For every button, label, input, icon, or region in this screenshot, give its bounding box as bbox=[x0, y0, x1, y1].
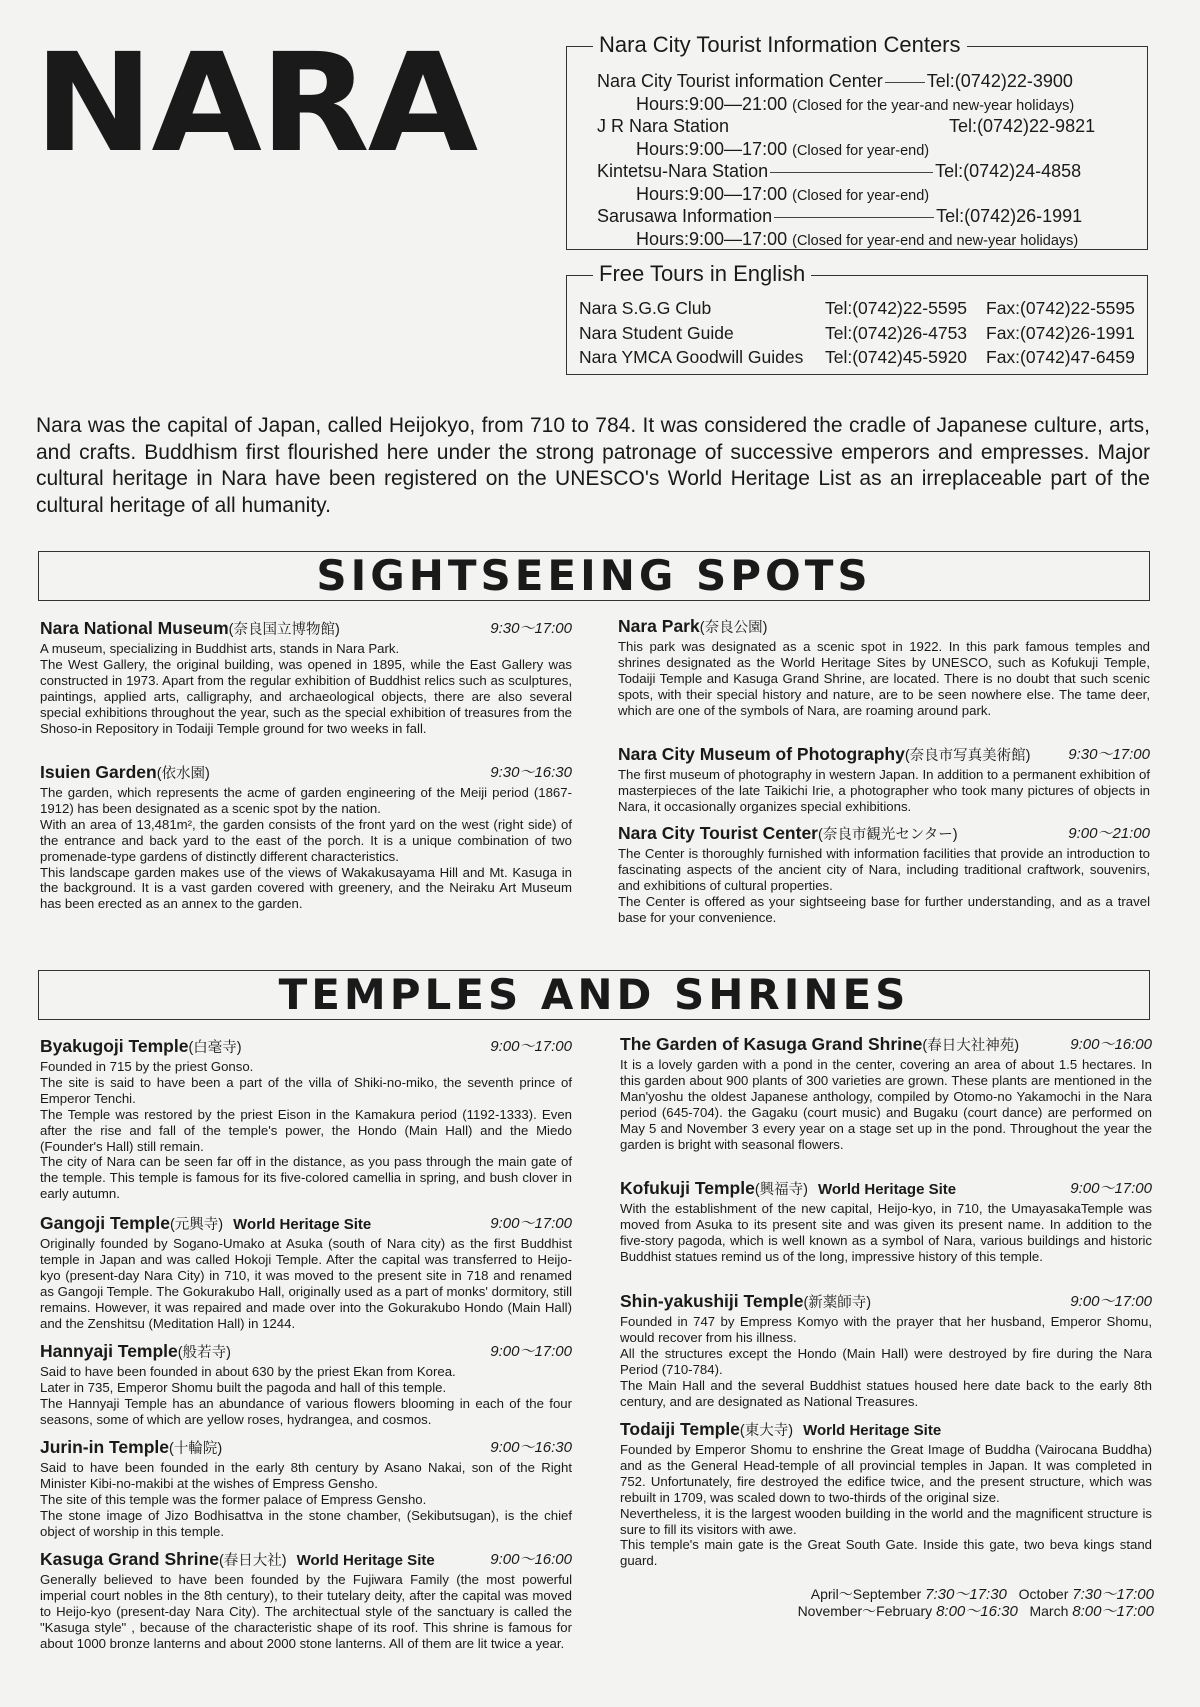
text-temples-left-4-time: 9:00〜16:00 bbox=[490, 1551, 572, 1568]
text-temples-left-4-jp: (春日大社) bbox=[218, 1553, 287, 1569]
center-hours bbox=[636, 228, 1078, 252]
text-free_tours-rows-2-tel: Tel:(0742)45-5920 bbox=[825, 347, 968, 367]
text-temples-right-2-body-2: The Main Hall and the several Buddhist statues housed here date back to the early 8th century, and are designated as National Treasures. bbox=[620, 1377, 1152, 1409]
text-temples-left-2-name: Hannyaji Temple bbox=[40, 1341, 178, 1361]
text-temples-left-2-time: 9:00〜17:00 bbox=[490, 1343, 572, 1360]
free-tours-heading: Free Tours in English bbox=[593, 261, 811, 287]
text-temples-todaiji_schedule-row2_label_b: March bbox=[1029, 1603, 1069, 1619]
text-temples-todaiji_schedule-row1_time_a: 7:30〜17:30 bbox=[925, 1586, 1007, 1603]
spot-entry bbox=[40, 618, 572, 736]
text-sightseeing-right-2-jp: (奈良市観光センター) bbox=[818, 827, 958, 843]
text-sightseeing-right-2-name: Nara City Tourist Center bbox=[618, 823, 818, 843]
text-sightseeing-right-1-body-0: The first museum of photography in western Japan. In addition to a permanent exhibition of masterpieces of the late Taikichi Irie, a photographer who took many pictures of objects in Nara, it occasionally organizes special exhibitions. bbox=[618, 767, 1150, 814]
text-info_centers-centers-3-note: (Closed for year-end and new-year holidays) bbox=[792, 233, 1079, 249]
text-temples-left-1-jp: (元興寺) bbox=[169, 1217, 224, 1233]
text-sightseeing-right-1-jp: (奈良市写真美術館) bbox=[904, 748, 1031, 764]
text-temples-right-3-jp: (東大寺) bbox=[739, 1423, 794, 1439]
text-info_centers-centers-1-hours: Hours:9:00—17:00 bbox=[636, 139, 788, 159]
center-tel: Tel:(0742)24-4858 bbox=[935, 161, 1082, 181]
text-temples-right-1-time: 9:00〜17:00 bbox=[1070, 1180, 1152, 1197]
text-sightseeing-right-1-time: 9:30〜17:00 bbox=[1068, 746, 1150, 763]
center-row bbox=[597, 160, 1081, 182]
text-temples-right-3-body-2: This temple's main gate is the Great South Gate. Inside this gate, two beva kings stand guard. bbox=[620, 1537, 1152, 1569]
text-temples-left-0-body-2: The Temple was restored by the priest Eison in the Kamakura period (1192-1333). Even after the rise and fall of the temple's power, the Hondo (Main Hall) and the Miedo (Founder's Hall) still remain. bbox=[40, 1106, 572, 1154]
text-sightseeing-right-1-name: Nara City Museum of Photography bbox=[618, 744, 905, 764]
center-name: Sarusawa Information bbox=[597, 206, 773, 226]
text-temples-left-0-time: 9:00〜17:00 bbox=[490, 1038, 572, 1055]
center-tel: Tel:(0742)26-1991 bbox=[936, 206, 1083, 226]
center-tel: Tel:(0742)22-3900 bbox=[926, 71, 1073, 91]
temple-entry bbox=[40, 1213, 572, 1331]
text-sightseeing-left-1-name: Isuien Garden bbox=[40, 762, 157, 782]
text-free_tours-rows-0-tel: Tel:(0742)22-5595 bbox=[825, 298, 968, 318]
temple-entry bbox=[40, 1549, 572, 1652]
spot-entry bbox=[618, 616, 1150, 719]
text-temples-right-2-time: 9:00〜17:00 bbox=[1070, 1293, 1152, 1310]
temple-entry bbox=[40, 1036, 572, 1202]
text-info_centers-centers-1-note: (Closed for year-end) bbox=[792, 143, 930, 159]
text-temples-left-2-jp: (般若寺) bbox=[177, 1345, 231, 1361]
text-temples-right-3-body-0: Founded by Emperor Shomu to enshrine the Great Image of Buddha (Vairocana Buddha) and as the General Head-temple of all provincial temples in Japan. It was completed in 752. Unfortunately, fire destroyed the edifice twice, and the present structure, which was rebuilt in 1709, was scaled down to two-thirds of the original size. bbox=[620, 1442, 1152, 1505]
text-sightseeing-left-0-time: 9:30〜17:00 bbox=[490, 620, 572, 637]
text-temples-right-1-whs: World Heritage Site bbox=[818, 1181, 957, 1198]
text-sightseeing-right-2-body-0: The Center is thoroughly furnished with information facilities that provide an introduction to fascinating aspects of the ancient city of Nara, including traditional craftwork, souvenirs, and exhibitions of cultural properties. bbox=[618, 846, 1150, 893]
tour-row bbox=[579, 297, 1135, 319]
temple-entry bbox=[620, 1178, 1152, 1265]
text-sightseeing-left-1-body-2: This landscape garden makes use of the views of Wakakusayama Hill and Mt. Kasuga in the background. It is a vast garden covered with greenery, and the Neiraku Art Museum has been erected as an annex to the garden. bbox=[40, 864, 572, 912]
temple-entry bbox=[620, 1034, 1152, 1152]
text-free_tours-rows-2-name: Nara YMCA Goodwill Guides bbox=[579, 347, 804, 367]
text-sightseeing-left-0-jp: (奈良国立博物館) bbox=[228, 622, 340, 638]
text-info_centers-centers-2-note: (Closed for year-end) bbox=[792, 188, 930, 204]
text-info_centers-centers-2-hours: Hours:9:00—17:00 bbox=[636, 184, 788, 204]
temple-entry bbox=[620, 1419, 1152, 1569]
text-sightseeing-right-0-body-0: This park was designated as a scenic spot in 1922. In this park famous temples and shrines designated as the World Heritage Sites by UNESCO, such as Kofukuji Temple, Todaiji Temple and Kasuga Grand Shrine, are located. There is no doubt that such scenic spots, with their special history and nature, are to be seen nowhere else. The tame deer, which are one of the symbols of Nara, are roaming around park. bbox=[618, 639, 1150, 718]
text-temples-left-1-body-0: Originally founded by Sogano-Umako at Asuka (south of Nara city) as the first Buddhist temple in Japan and was called Hokoji Temple. After the capital was transferred to Heijo-kyo (present-day Nara City) in 710, it was moved to the present site in 718 and renamed as Gangoji Temple. The Gokurakubo Hall, originally used as a part of monks' dormitory, still remains. However, it was repaired and made over into the Gokurakubo Hondo (Main Hall) and the Zenshitsu (Meditation Hall) in 1244. bbox=[40, 1236, 572, 1331]
center-name: J R Nara Station bbox=[597, 116, 730, 136]
text-temples-right-3-name: Todaiji Temple bbox=[620, 1419, 740, 1439]
text-temples-todaiji_schedule-row2_label_a: November〜February bbox=[797, 1603, 933, 1619]
text-temples-left-4-body-0: Generally believed to have been founded by the Fujiwara Family (the most powerful imperial court nobles in the 8th century), to their tutelary deity, after the capital was moved to Heijo-kyo (present-day Nara City). The architectual style of the sanctuary is called the "Kasuga style" , because of the characteristic shape of its roof. This shrine is famous for about 1000 bronze lanterns and about 2000 stone lanterns. All of them are lit twice a year. bbox=[40, 1572, 572, 1651]
center-row bbox=[597, 115, 1095, 137]
text-temples-todaiji_schedule-row2_time_b: 8:00〜17:00 bbox=[1072, 1603, 1154, 1620]
text-temples-left-3-name: Jurin-in Temple bbox=[40, 1437, 169, 1457]
center-row bbox=[597, 70, 1073, 92]
text-temples-left-1-time: 9:00〜17:00 bbox=[490, 1215, 572, 1232]
page-title: NARA bbox=[34, 25, 477, 183]
text-temples-todaiji_schedule-row1_label_a: April〜September bbox=[810, 1586, 922, 1602]
text-temples-left-3-body-1: The site of this temple was the former palace of Empress Gensho. bbox=[40, 1491, 427, 1507]
text-sightseeing-left-1-time: 9:30〜16:30 bbox=[490, 764, 572, 781]
text-free_tours-rows-2-fax: Fax:(0742)47-6459 bbox=[986, 347, 1135, 367]
info-centers-heading: Nara City Tourist Information Centers bbox=[593, 32, 967, 58]
text-free_tours-rows-1-tel: Tel:(0742)26-4753 bbox=[825, 323, 968, 343]
text-temples-left-0-body-0: Founded in 715 by the priest Gonso. bbox=[40, 1059, 254, 1074]
center-row bbox=[597, 205, 1082, 227]
text-info_centers-centers-0-note: (Closed for the year-and new-year holidays) bbox=[792, 98, 1075, 114]
text-temples-left-3-body-2: The stone image of Jizo Bodhisattva in the stone chamber, (Sekibutsugan), is the chief object of worship in this temple. bbox=[40, 1507, 572, 1539]
text-temples-right-2-name: Shin-yakushiji Temple bbox=[620, 1291, 804, 1311]
text-temples-right-1-jp: (興福寺) bbox=[754, 1182, 808, 1198]
text-temples-right-0-time: 9:00〜16:00 bbox=[1070, 1036, 1152, 1053]
temple-entry bbox=[620, 1291, 1152, 1409]
center-tel: Tel:(0742)22-9821 bbox=[949, 116, 1096, 136]
center-name: Kintetsu-Nara Station bbox=[597, 161, 769, 181]
text-sightseeing-left-1-body-0: The garden, which represents the acme of garden engineering of the Meiji period (1867-1912) has been designated as a scenic spot by the nation. bbox=[40, 785, 572, 816]
text-free_tours-rows-1-fax: Fax:(0742)26-1991 bbox=[986, 323, 1135, 343]
spot-entry bbox=[618, 823, 1150, 926]
sightseeing-heading: SIGHTSEEING SPOTS bbox=[38, 551, 1150, 601]
text-temples-left-3-jp: (十輪院) bbox=[169, 1441, 223, 1457]
text-temples-left-2-body-2: The Hannyaji Temple has an abundance of various flowers blooming in each of the four seasons, some of which are yellow roses, hydrangea, and cosmos. bbox=[40, 1395, 572, 1427]
text-temples-right-2-body-0: Founded in 747 by Empress Komyo with the prayer that her husband, Emperor Shomu, would recover from his illness. bbox=[620, 1314, 1152, 1345]
text-info_centers-centers-3-hours: Hours:9:00—17:00 bbox=[636, 229, 788, 249]
text-temples-left-0-jp: (白毫寺) bbox=[188, 1040, 242, 1056]
text-temples-left-1-whs: World Heritage Site bbox=[233, 1216, 372, 1233]
text-temples-todaiji_schedule-row1_time_b: 7:30〜17:00 bbox=[1072, 1586, 1154, 1603]
text-temples-left-4-whs: World Heritage Site bbox=[296, 1552, 435, 1569]
text-temples-left-3-body-0: Said to have been founded in the early 8th century by Asano Nakai, son of the Right Minister Kibi-no-makibi at the wishes of Empress Gensho. bbox=[40, 1460, 572, 1491]
intro-paragraph: Nara was the capital of Japan, called Heijokyo, from 710 to 784. It was considered the cradle of Japanese culture, arts, and crafts. Buddhism first flourished here under the strong patronage of successive emperors and empresses. Major cultural heritage in Nara have been registered on the UNESCO's World Heritage List as an irreplaceable part of the cultural heritage of all humanity. bbox=[36, 414, 1150, 517]
center-hours bbox=[636, 93, 1074, 117]
center-hours bbox=[636, 183, 929, 207]
text-sightseeing-left-1-body-1: With an area of 13,481m², the garden consists of the front yard on the west (right side) of the entrance and back yard to the east of the porch. It is a unique combination of two promenade-type gardens of distinctly different characteristics. bbox=[40, 816, 572, 864]
text-sightseeing-left-0-name: Nara National Museum bbox=[40, 618, 229, 638]
text-temples-right-1-body-0: With the establishment of the new capital, Heijo-kyo, in 710, the UmayasakaTemple was moved from Asuka to its present site and was given its present name. In addition to the five-story pagoda, which is well known as a symbol of Nara, various buildings and historic Buddhist statues remind us of the long, impressive history of this temple. bbox=[620, 1201, 1152, 1264]
temples-heading: TEMPLES AND SHRINES bbox=[38, 970, 1150, 1020]
text-temples-left-3-time: 9:00〜16:30 bbox=[490, 1439, 572, 1456]
text-temples-right-0-name: The Garden of Kasuga Grand Shrine bbox=[620, 1034, 923, 1054]
text-temples-right-2-body-1: All the structures except the Hondo (Main Hall) were destroyed by fire during the Nara Period (710-784). bbox=[620, 1345, 1152, 1377]
text-temples-right-2-jp: (新薬師寺) bbox=[803, 1295, 872, 1311]
tour-row bbox=[579, 322, 1135, 344]
text-free_tours-rows-1-name: Nara Student Guide bbox=[579, 323, 734, 343]
text-temples-right-3-body-1: Nevertheless, it is the largest wooden building in the world and the magnificent structure is sure to fill its visitors with awe. bbox=[620, 1505, 1152, 1537]
text-temples-left-2-body-0: Said to have been founded in about 630 by the priest Ekan from Korea. bbox=[40, 1364, 456, 1379]
text-temples-left-2-body-1: Later in 735, Emperor Shomu built the pagoda and hall of this temple. bbox=[40, 1379, 447, 1395]
spot-entry bbox=[40, 762, 572, 912]
text-temples-left-0-body-1: The site is said to have been a part of the villa of Shiki-no-miko, the seventh prince of Emperor Tenchi. bbox=[40, 1074, 572, 1106]
temple-entry bbox=[40, 1341, 572, 1428]
text-sightseeing-right-2-body-1: The Center is offered as your sightseeing base for further understanding, and as a travel base for your convenience. bbox=[618, 893, 1150, 925]
spot-entry bbox=[618, 744, 1150, 815]
text-temples-todaiji_schedule-row1_label_b: October bbox=[1018, 1586, 1069, 1602]
text-free_tours-rows-0-name: Nara S.G.G Club bbox=[579, 298, 712, 318]
text-temples-left-0-body-3: The city of Nara can be seen far off in the distance, as you pass through the main gate of the temple. This temple is famous for its five-colored camellia in spring, and bush clover in early autumn. bbox=[40, 1154, 572, 1202]
text-sightseeing-right-0-name: Nara Park bbox=[618, 616, 700, 636]
text-temples-right-0-body-0: It is a lovely garden with a pond in the center, covering an area of about 1.5 hectares. In this garden about 900 plants of 300 varieties are grown. These plants are mentioned in the Man'yoshu the oldest Japanese anthology, compiled by Otomo-no Yakamochi in the Nara period (645-704). the Gagaku (court music) and Bugaku (court dance) are performed on May 5 and November 3 every year on a stage set up in the pond. Throughout the year the garden is bright with seasonal flowers. bbox=[620, 1057, 1152, 1152]
text-sightseeing-right-0-jp: (奈良公園) bbox=[699, 620, 768, 636]
text-temples-left-0-name: Byakugoji Temple bbox=[40, 1036, 189, 1056]
text-free_tours-rows-0-fax: Fax:(0742)22-5595 bbox=[986, 298, 1135, 318]
text-sightseeing-left-0-body-1: The West Gallery, the original building, was opened in 1895, while the East Gallery was constructed in 1973. Apart from the regular exhibition of Buddhist relics such as sculptures, paintings, applied arts, calligraphy, and archaeological objects, there are also several special exhibitions throughout the year, such as the special exhibition of treasures from the Shoso-in Repository in Todaiji Temple ground for two weeks in fall. bbox=[40, 656, 572, 736]
center-name: Nara City Tourist information Center bbox=[597, 71, 883, 91]
center-hours bbox=[636, 138, 929, 162]
text-temples-todaiji_schedule-row2_time_a: 8:00〜16:30 bbox=[936, 1603, 1018, 1620]
todaiji-schedule bbox=[798, 1586, 1154, 1620]
tour-row bbox=[579, 346, 1135, 368]
text-temples-left-4-name: Kasuga Grand Shrine bbox=[40, 1549, 219, 1569]
text-temples-right-3-whs: World Heritage Site bbox=[803, 1422, 942, 1439]
text-temples-right-0-jp: (春日大社神苑) bbox=[922, 1038, 1020, 1054]
text-sightseeing-left-1-jp: (依水園) bbox=[156, 766, 210, 782]
text-info_centers-centers-0-hours: Hours:9:00—21:00 bbox=[636, 94, 788, 114]
text-sightseeing-right-2-time: 9:00〜21:00 bbox=[1068, 825, 1150, 842]
text-sightseeing-left-0-body-0: A museum, specializing in Buddhist arts, stands in Nara Park. bbox=[40, 641, 400, 656]
text-temples-right-1-name: Kofukuji Temple bbox=[620, 1178, 755, 1198]
temple-entry bbox=[40, 1437, 572, 1540]
text-temples-left-1-name: Gangoji Temple bbox=[40, 1213, 170, 1233]
